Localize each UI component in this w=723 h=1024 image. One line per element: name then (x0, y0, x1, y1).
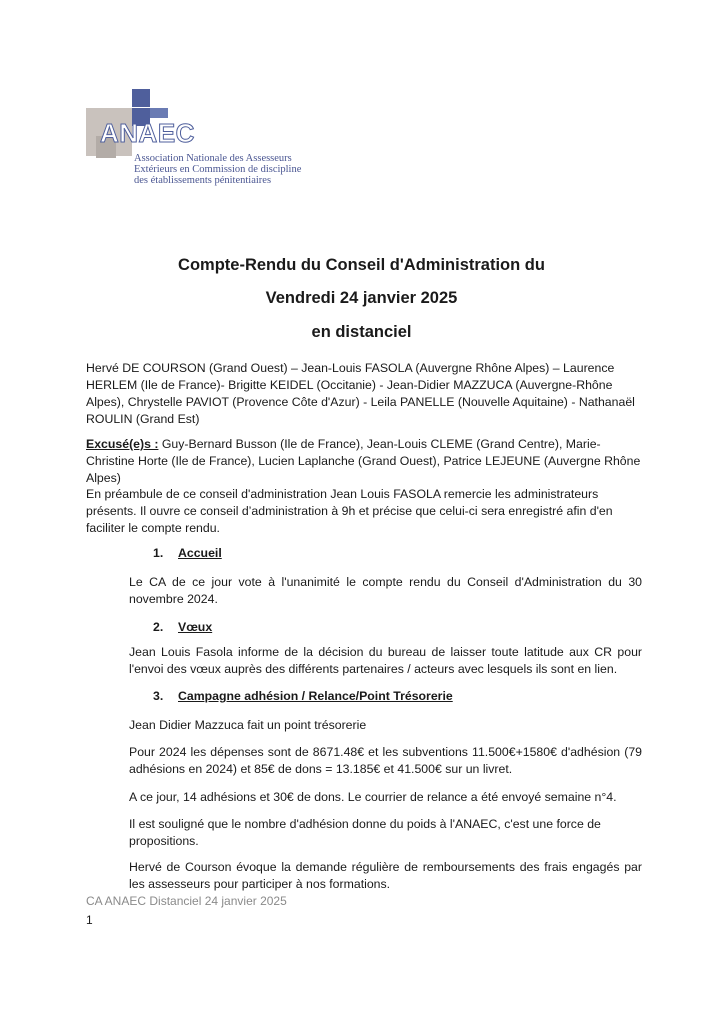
page-number: 1 (86, 913, 93, 927)
section-3-paragraph-1: Jean Didier Mazzuca fait un point trésorerie (129, 718, 367, 732)
document-date: Vendredi 24 janvier 2025 (265, 289, 458, 307)
preamble-paragraph: En préambule de ce conseil d'administration Jean Louis FASOLA remercie les administrateurs présents. Il ouvre ce conseil d’administration à 9h et précise que celui-ci sera enregistré afin d'en faciliter le compte rendu. (86, 487, 613, 535)
section-heading-2: 2. Vœux (153, 620, 213, 634)
attendees-paragraph: Hervé DE COURSON (Grand Ouest) – Jean-Louis FASOLA (Auvergne Rhône Alpes) – Laurence HERLEM (Ile de France)- Brigitte KEIDEL (Occitanie) - Jean-Didier MAZZUCA (Auvergne-Rhône Alpes), Chrystelle PAVIOT (Provence Côte d'Azur) - Leila PANELLE (Nouvelle Aquitaine) - Nathanaël ROULIN (Grand Est) (86, 361, 635, 426)
section-3-paragraph-4: Il est souligné que le nombre d'adhésion donne du poids à l'ANAEC, c'est une force de propositions. (129, 817, 601, 848)
excused-label: Excusé(e)s : (86, 437, 159, 451)
document-subtitle: en distanciel (311, 323, 412, 341)
excused-paragraph (86, 436, 642, 487)
logo-wordmark: ANAEC (100, 118, 195, 148)
document-title: Compte-Rendu du Conseil d'Administration du (178, 256, 545, 274)
section-3-paragraph-5: Hervé de Courson évoque la demande régulière de remboursements des frais engagés par les assesseurs pour participer à nos formations. (129, 860, 642, 891)
section-heading-1: 1. Accueil (153, 546, 222, 560)
excused-list: Guy-Bernard Busson (Ile de France), Jean-Louis CLEME (Grand Centre), Marie-Christine Horte (Ile de France), Lucien Laplanche (Grand Ouest), Patrice LEJEUNE (Auvergne Rhône Alpes) (86, 437, 641, 485)
logo-block-blue-light (150, 108, 168, 118)
section-3-paragraph-3: A ce jour, 14 adhésions et 30€ de dons. Le courrier de relance a été envoyé semaine n°4. (129, 790, 617, 804)
logo-association-name: Association Nationale des Assesseurs Extérieurs en Commission de discipline des établissements pénitentiaires (134, 153, 302, 186)
anaec-logo (86, 88, 326, 188)
page-footer: CA ANAEC Distanciel 24 janvier 2025 (86, 894, 287, 908)
section-1-paragraph: Le CA de ce jour vote à l'unanimité le compte rendu du Conseil d'Administration du 30 novembre 2024. (129, 575, 642, 606)
section-3-paragraph-2: Pour 2024 les dépenses sont de 8671.48€ et les subventions 11.500€+1580€ d'adhésion (79 adhésions en 2024) et 85€ de dons = 13.185€ et 41.500€ sur un livret. (129, 745, 642, 776)
section-heading-3: 3. Campagne adhésion / Relance/Point Trésorerie (153, 689, 453, 703)
section-2-paragraph: Jean Louis Fasola informe de la décision du bureau de laisser toute latitude aux CR pour l'envoi des vœux auprès des différents partenaires / acteurs avec lesquels ils sont en lien. (129, 645, 642, 676)
logo-block-blue-top (132, 89, 150, 107)
